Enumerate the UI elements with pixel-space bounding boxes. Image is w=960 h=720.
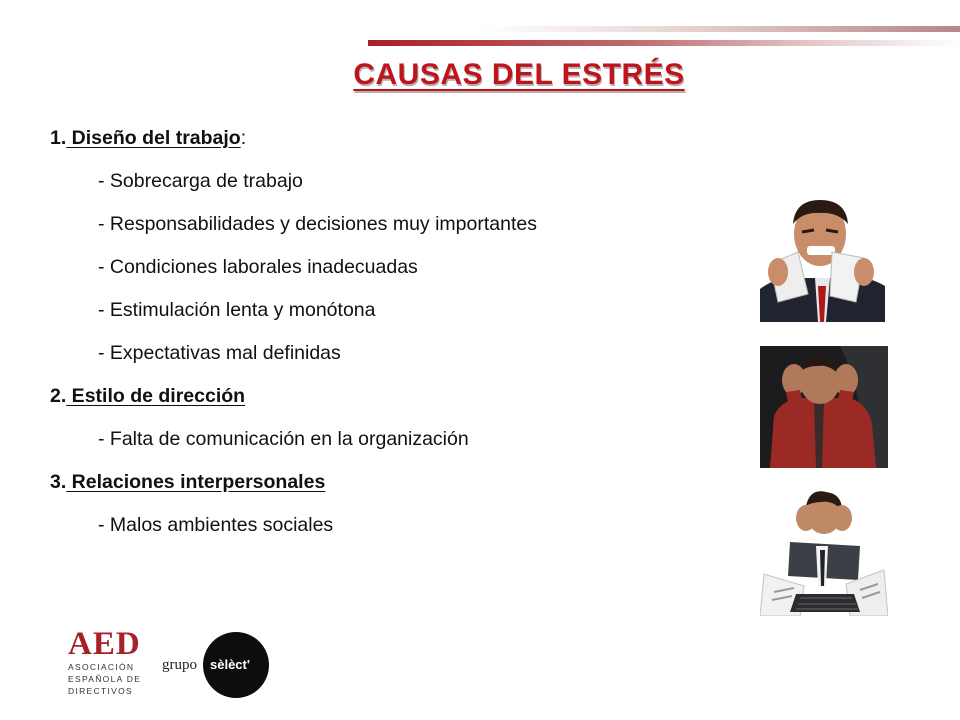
list-item: - Sobrecarga de trabajo xyxy=(98,170,303,192)
section-heading-1 xyxy=(50,117,537,160)
header-bar-red xyxy=(368,40,960,46)
list-item: - Falta de comunicación en la organización xyxy=(98,428,469,450)
header-decorative-bar xyxy=(360,22,960,48)
grupo-logo-prefix: grupo xyxy=(162,657,197,673)
aed-logo-wordmark: AED xyxy=(68,626,141,662)
aed-logo-line: ASOCIACIÓN xyxy=(68,662,135,672)
angry-man-photo xyxy=(760,194,885,322)
section-heading-3 xyxy=(50,461,537,504)
section-title: Estilo de dirección xyxy=(66,385,246,407)
overwhelmed-man-photo xyxy=(760,490,888,616)
slide-title: CAUSAS DEL ESTRÉS xyxy=(353,58,685,91)
list-item: - Responsabilidades y decisiones muy importantes xyxy=(98,213,537,235)
list-item: - Malos ambientes sociales xyxy=(98,514,334,536)
section-title: Relaciones interpersonales xyxy=(66,471,326,493)
list-item: - Condiciones laborales inadecuadas xyxy=(98,256,418,278)
stressed-man-photo xyxy=(760,346,888,468)
grupo-logo-brand: sèlèct' xyxy=(210,657,250,672)
section-number: 1. xyxy=(50,127,67,149)
section-number: 3. xyxy=(50,471,67,493)
aed-logo-line: DIRECTIVOS xyxy=(68,686,133,696)
list-item: - Estimulación lenta y monótona xyxy=(98,299,376,321)
list-item: - Expectativas mal definidas xyxy=(98,342,341,364)
aed-logo-line: ESPAÑOLA DE xyxy=(68,674,142,684)
header-bar-light xyxy=(480,26,960,32)
section-suffix: : xyxy=(240,127,247,149)
aed-logo xyxy=(68,628,158,698)
grupo-select-logo xyxy=(160,631,272,699)
section-number: 2. xyxy=(50,385,67,407)
section-heading-2 xyxy=(50,375,537,418)
slide-content xyxy=(50,117,537,547)
section-title: Diseño del trabajo xyxy=(66,127,241,149)
